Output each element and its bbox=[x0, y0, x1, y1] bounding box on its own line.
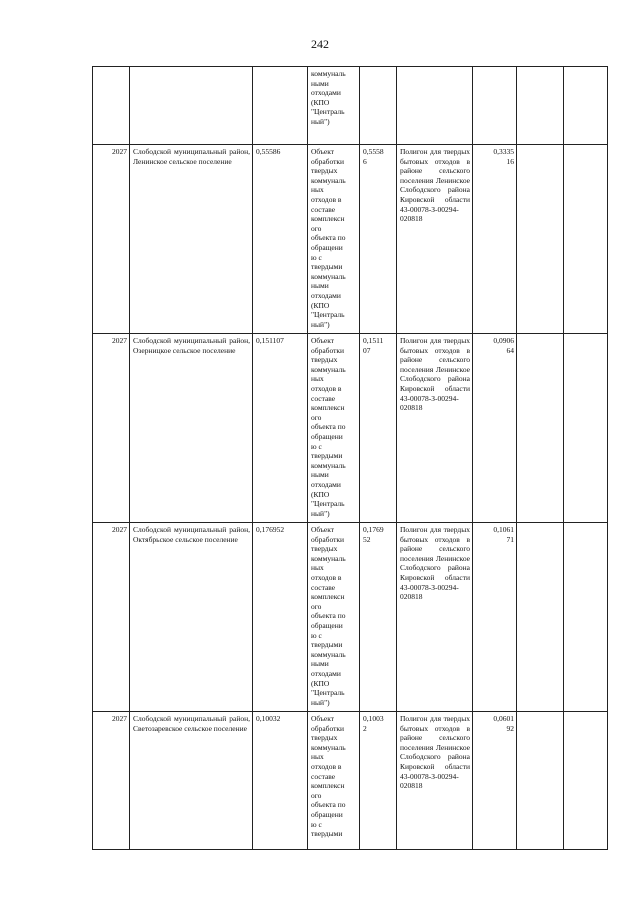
object-cell: Объект обработки твердых коммуналь ных отходов в составе комплексн ого объекта по обращени ю с твердыми коммуналь ными отходами (КПО "Централь ный") bbox=[308, 145, 360, 334]
polygon-cell: Полигон для твердых бытовых отходов в районе сельского поселения Ленинское Слободского района Кировской области 43-00078-З-00294-020818 bbox=[397, 712, 473, 850]
object-cell: Объект обработки твердых коммуналь ных отходов в составе комплексн ого объекта по обращени ю с твердыми коммуналь ными отходами (КПО "Централь ный") bbox=[308, 334, 360, 523]
value2-cell bbox=[360, 67, 397, 145]
value1-cell: 0,10032 bbox=[253, 712, 308, 850]
table-row bbox=[93, 523, 608, 712]
empty-cell bbox=[517, 334, 564, 523]
polygon-cell bbox=[397, 67, 473, 145]
settlement-cell bbox=[130, 67, 253, 145]
value2-cell: 0,1769 52 bbox=[360, 523, 397, 712]
empty-cell bbox=[564, 67, 608, 145]
value2-cell: 0,1003 2 bbox=[360, 712, 397, 850]
value3-cell: 0,3335 16 bbox=[473, 145, 517, 334]
value3-cell: 0,1061 71 bbox=[473, 523, 517, 712]
empty-cell bbox=[564, 145, 608, 334]
polygon-cell: Полигон для твердых бытовых отходов в районе сельского поселения Ленинское Слободского района Кировской области 43-00078-З-00294-020818 bbox=[397, 523, 473, 712]
year-cell: 2027 bbox=[93, 334, 130, 523]
table-row bbox=[93, 145, 608, 334]
value3-cell: 0,0601 92 bbox=[473, 712, 517, 850]
empty-cell bbox=[517, 67, 564, 145]
page-number: 242 bbox=[311, 37, 329, 51]
value1-cell: 0,176952 bbox=[253, 523, 308, 712]
object-cell: Объект обработки твердых коммуналь ных отходов в составе комплексн ого объекта по обращени ю с твердыми коммуналь ными отходами (КПО "Централь ный") bbox=[308, 523, 360, 712]
year-cell: 2027 bbox=[93, 145, 130, 334]
settlement-cell: Слободской муниципальный район, Ленинское сельское поселение bbox=[130, 145, 253, 334]
value2-cell: 0,5558 6 bbox=[360, 145, 397, 334]
polygon-cell: Полигон для твердых бытовых отходов в районе сельского поселения Ленинское Слободского района Кировской области 43-00078-З-00294-020818 bbox=[397, 334, 473, 523]
empty-cell bbox=[517, 712, 564, 850]
empty-cell bbox=[564, 334, 608, 523]
year-cell: 2027 bbox=[93, 712, 130, 850]
settlement-cell: Слободской муниципальный район, Октябрьское сельское поселение bbox=[130, 523, 253, 712]
empty-cell bbox=[564, 523, 608, 712]
waste-flow-table bbox=[92, 66, 608, 850]
empty-cell bbox=[517, 523, 564, 712]
empty-cell bbox=[564, 712, 608, 850]
object-cell: коммуналь ными отходами (КПО "Централь ный") bbox=[308, 67, 360, 145]
table-row bbox=[93, 712, 608, 850]
settlement-cell: Слободской муниципальный район, Светозаревское сельское поселение bbox=[130, 712, 253, 850]
value3-cell: 0,0906 64 bbox=[473, 334, 517, 523]
value2-cell: 0,1511 07 bbox=[360, 334, 397, 523]
polygon-cell: Полигон для твердых бытовых отходов в районе сельского поселения Ленинское Слободского района Кировской области 43-00078-З-00294-020818 bbox=[397, 145, 473, 334]
object-cell: Объект обработки твердых коммуналь ных отходов в составе комплексн ого объекта по обращени ю с твердыми bbox=[308, 712, 360, 850]
empty-cell bbox=[517, 145, 564, 334]
value3-cell bbox=[473, 67, 517, 145]
value1-cell: 0,55586 bbox=[253, 145, 308, 334]
table-row-continuation bbox=[93, 67, 608, 145]
table-row bbox=[93, 334, 608, 523]
settlement-cell: Слободской муниципальный район, Озерницкое сельское поселение bbox=[130, 334, 253, 523]
year-cell: 2027 bbox=[93, 523, 130, 712]
value1-cell: 0,151107 bbox=[253, 334, 308, 523]
value1-cell bbox=[253, 67, 308, 145]
year-cell bbox=[93, 67, 130, 145]
